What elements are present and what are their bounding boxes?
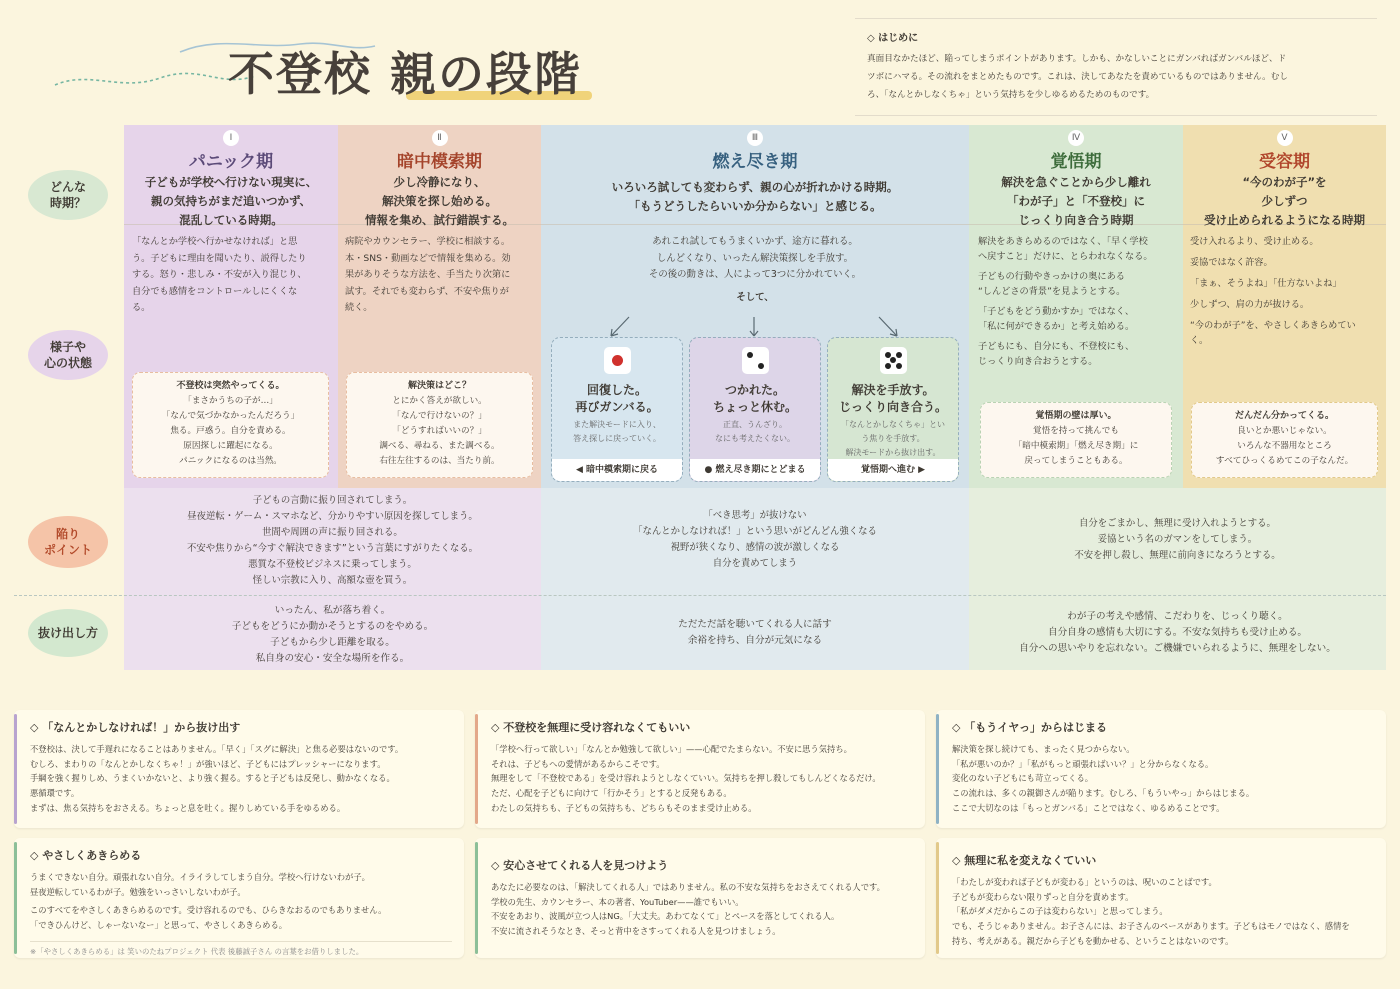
dice-two-icon <box>742 347 769 374</box>
row-label-trap: 陥り ポイント <box>28 516 108 568</box>
trap-phase-3: 「べき思考」が抜けない 「なんとかしなければ！」という思いがどんどん強くなる 視野が狭くなり、感情の波が激しくなる 自分を責めてしまう <box>633 510 877 569</box>
choice-recover: 回復した。 再びガンバる。 また解決モードに入り、 答え探しに戻っていく。 ◀ 暗中模索期に戻る <box>551 337 683 482</box>
phase-2-header: Ⅱ 暗中模索期 少し冷静になり、 解決策を探し始める。 情報を集め、試行錯誤する。 <box>338 126 541 226</box>
trap-phase-4-5: 自分をごまかし、無理に受け入れようとする。 妥協という名のガマンをしてしまう。 不安を押し殺し、無理に前向きになろうとする。 <box>1074 518 1281 561</box>
row-label-period: どんな 時期？ <box>28 170 108 220</box>
branch-arrows <box>541 312 969 340</box>
back-to-phase2-link[interactable]: ◀ 暗中模索期に戻る <box>552 459 682 481</box>
card-starts-with-enough: ◇ 「もうイヤっ」からはじまる 解決策を探し続けても、まったく見つからない。 「私が悪いのか？」「私がもっと頑張ればいい？」と分からなくなる。 変化のない子どもにも苛立ってくる。 この流れは、多くの親御さんが陥ります。むしろ、「もういやっ」からはじまる。 ここで大切なのは「もっとガンバる」ことではなく、ゆるめることです。 <box>936 710 1386 828</box>
intro-panel <box>855 18 1377 116</box>
choice-rest: つかれた。 ちょっと休む。 正直、うんざり。 なにも考えたくない。 ● 燃え尽き期にとどまる <box>689 337 821 482</box>
phase-4-header: Ⅳ 覚悟期 解決を急ぐことから少し離れ 「わが子」と「不登校」に じっくり向き合う時期 <box>969 126 1183 226</box>
card-escape-must-fix: ◇ 「なんとかしなければ！」から抜け出す 不登校は、決して手遅れになることはありません。「早く」「スグに解決」と焦る必要はないのです。 むしろ、まわりの「なんとかしなくちゃ！」が強いほど、子どもにはプレッシャーになります。 手綱を強く握りしめ、うまくいかないと、より強く握る。すると子どもは反発し、動かなくなる。 悪循環です。 まずは、焦る気持ちをおさえる。ちょっと息を吐く。握りしめている手をゆるめる。 <box>14 710 464 828</box>
intro-body: 真面目なかたほど、陥ってしまうポイントがあります。しかも、かなしいことにガンバればガンバルほど、ド ツボにハマる。その流れをまとめたものです。これは、決してあなたを責めているものではありません。むし ろ、「なんとかしなくちゃ」という気持ちを少しゆるめるためのものです。 <box>867 54 1288 100</box>
choice-let-go: 解決を手放す。 じっくり向き合う。 「なんとかしなくちゃ」とい う焦りを手放す。 解決モードから抜け出す。 覚悟期へ進む ▶ <box>827 337 959 482</box>
card-gently-give-up: ◇ やさしくあきらめる うまくできない自分。頑張れない自分。イライラしてしまう自分。学校へ行けないわが子。 昼夜逆転しているわが子。勉強をいっさいしないわが子。 このすべてをやさしくあきらめるのです。受け容れるのでも、ひらきなおるのでもありません。 「できひんけど、しゃーないなー」と思って、やさしくあきらめる。 ※「やさしくあきらめる」は 笑いのたねプロジェクト 代表 後藤誠子さん の言葉をお借りしました。 <box>14 838 464 958</box>
stay-phase3-link[interactable]: ● 燃え尽き期にとどまる <box>690 459 820 481</box>
escape-phase-1-2: いったん、私が落ち着く。 子どもをどうにか動かそうとするのをやめる。 子どもから少し距離を取る。 私自身の安心・安全な場所を作る。 <box>231 605 434 664</box>
card-no-forced-acceptance: ◇ 不登校を無理に受け容れなくてもいい 「学校へ行って欲しい」「なんとか勉強して欲しい」——心配でたまらない。不安に思う気持ち。 それは、子どもへの愛情があるからこそです。 無理をして「不登校である」を受け容れようとしなくていい。気持ちを押し殺してもしんどくなるだけ。 ただ、心配を子どもに向けて「行かそう」とすると反発もある。 わたしの気持ちも、子どもの気持ちも、どちらもそのまま受け止める。 <box>475 710 925 828</box>
phase-4-state: 解決をあきらめるのではなく、「早く学校 へ戻すこと」だけに、とらわれなくなる。 子どもの行動やきっかけの奥にある “しんどさの背景”を見ようとする。 「子どもをどう動かすか」ではなく、 「私に何ができるか」と考え始める。 子どもにも、自分にも、不登校にも、 じっくり向き合おうとする。 <box>978 236 1153 367</box>
phase-1-state: 「なんとか学校へ行かせなければ」と思 う。子どもに理由を聞いたり、説得したり する。怒り・悲しみ・不安が入り混じり、 自分でも感情をコントロールしにくくな る。 <box>132 236 307 313</box>
phase-2-note: 解決策はどこ？ とにかく答えが欲しい。 「なんで行けないの？」 「どうすればいいの？」 調べる、尋ねる、また調べる。 右往左往するのは、当たり前。 <box>346 372 533 478</box>
phase-1-header: Ⅰ パニック期 子どもが学校へ行けない現実に、 親の気持ちがまだ追いつかず、 混乱している時期。 <box>124 126 338 226</box>
forward-to-phase4-link[interactable]: 覚悟期へ進む ▶ <box>828 459 958 481</box>
phase-3-state: あれこれ試してもうまくいかず、途方に暮れる。 しんどくなり、いったん解決策探しを手放す。 その後の動きは、人によって3つに分かれていく。 そして、 <box>648 236 862 303</box>
trap-phase-1-2: 子どもの言動に振り回されてしまう。 昼夜逆転・ゲーム・スマホなど、分かりやすい原因を探してしまう。 世間や周囲の声に振り回される。 不安や焦りから“今すぐ解決できます”という言葉にすがりたくなる。 悪質な不登校ビジネスに乗ってしまう。 怪しい宗教に入り、高額な壺を買う。 <box>187 495 478 586</box>
phase-3-header: Ⅲ 燃え尽き期 いろいろ試しても変わらず、親の心が折れかける時期。 「もうどうしたらいいか分からない」と感じる。 <box>541 126 969 226</box>
phase-5-note: だんだん分かってくる。 良いとか悪いじゃない。 いろんな不器用なところ すべてひっくるめてこの子なんだ。 <box>1191 402 1378 478</box>
phase-1-note: 不登校は突然やってくる。 「まさかうちの子が…」 「なんで気づかなかったんだろう」 焦る。戸惑う。自分を責める。 原因探しに躍起になる。 パニックになるのは当然。 <box>132 372 329 478</box>
page-title: 不登校 親の段階 <box>228 38 582 104</box>
phase-5-header: Ⅴ 受容期 “今のわが子”を 少しずつ 受け止められるようになる時期 <box>1183 126 1386 226</box>
card-no-need-to-change: ◇ 無理に私を変えなくていい 「わたしが変われば子どもが変わる」というのは、呪いのことばです。 子どもが変わらない限りずっと自分を責めます。 「私がダメだからこの子は変わらない」と思ってしまう。 でも、そうじゃありません。お子さんには、お子さんのペースがあります。子どもはモノではなく、感情を 持ち、考えがある。親だから子どもを動かせる、ということはないのです。 <box>936 838 1386 958</box>
phase-4-note: 覚悟期の壁は厚い。 覚悟を持って挑んでも 「暗中模索期」「燃え尽き期」に 戻ってしまうこともある。 <box>980 402 1172 478</box>
phase-5-state: 受け入れるより、受け止める。 妥協ではなく許容。 「まぁ、そうよね」「仕方ないよね」 少しずつ、肩の力が抜ける。 “今のわが子”を、やさしくあきらめてい く。 <box>1190 236 1356 346</box>
phase-2-state: 病院やカウンセラー、学校に相談する。 本・SNS・動画などで情報を集める。効 果がありそうな方法を、手当たり次第に 試す。それでも変わらず、不安や焦りが 続く。 <box>345 236 511 313</box>
dice-four-icon <box>880 347 907 374</box>
row-label-escape: 抜け出し方 <box>28 609 108 657</box>
card-find-safe-person: ◇ 安心させてくれる人を見つけよう あなたに必要なのは、「解決してくれる人」ではありません。私の不安な気持ちをおさえてくれる人です。 学校の先生、カウンセラー、本の著者、YouTuber——誰でもいい。 不安をあおり、波風が立つ人はNG。「大丈夫。あわてなくて」とペースを落としてくれる人。 不安に流されそうなとき、そっと背中をさすってくれる人を見つけましょう。 <box>475 838 925 958</box>
row-label-state: 様子や 心の状態 <box>28 330 108 380</box>
row-divider <box>14 595 1386 596</box>
escape-phase-4-5: わが子の考えや感情、こだわりを、じっくり聴く。 自分自身の感情も大切にする。不安な気持ちも受け止める。 自分への思いやりを忘れない。ご機嫌でいられるように、無理をしない。 <box>1019 611 1336 654</box>
escape-phase-3: ただただ話を聴いてくれる人に話す 余裕を持ち、自分が元気になる <box>678 619 832 646</box>
intro-heading: ◇ はじめに <box>867 33 919 44</box>
dice-one-icon <box>604 347 631 374</box>
